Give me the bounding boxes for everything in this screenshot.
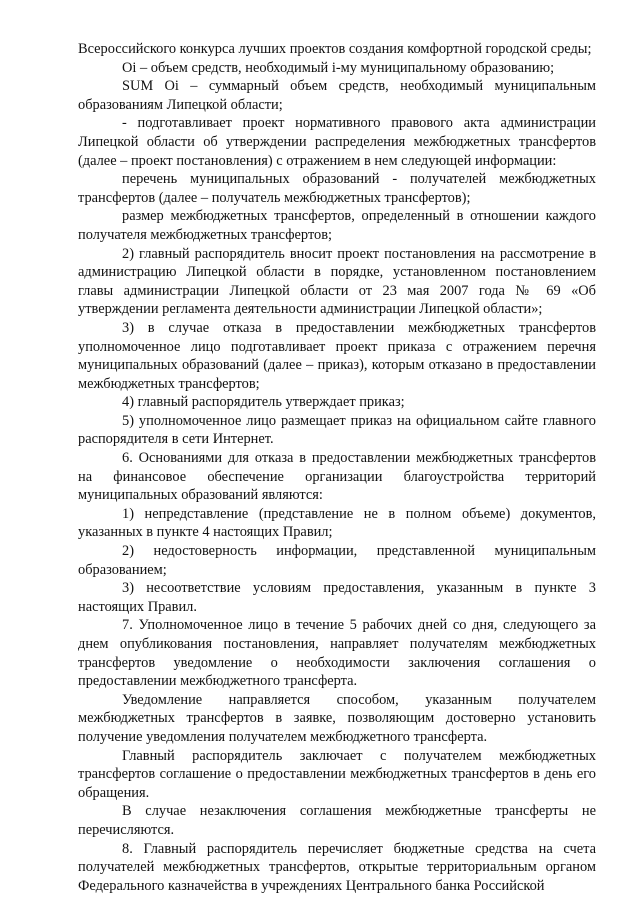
paragraph: Oi – объем средств, необходимый i-му муниципальному образованию; bbox=[122, 59, 555, 76]
paragraph: 2) главный распорядитель вносит проект постановления на рассмотрение в администрацию Липецкой области в порядке, установленном постановлением главы администрации Липецкой области от 23 мая 2007 года № 69 «Об утверждении регламента деятельности администрации Липецкой области»; bbox=[78, 245, 596, 318]
document-body bbox=[78, 40, 596, 895]
paragraph: Уведомление направляется способом, указанным получателем межбюджетных трансфертов в заявке, позволяющим достоверно установить получение уведомления получателем межбюджетного трансферта. bbox=[78, 691, 596, 745]
paragraph: размер межбюджетных трансфертов, определенный в отношении каждого получателя межбюджетных трансфертов; bbox=[78, 208, 596, 243]
paragraph: 3) в случае отказа в предоставлении межбюджетных трансфертов уполномоченное лицо подготавливает проект приказа с отражением перечня муниципальных образований (далее – приказ), которым отказано в предоставлении межбюджетных трансфертов; bbox=[78, 319, 596, 392]
paragraph: 6. Основаниями для отказа в предоставлении межбюджетных трансфертов на финансовое обеспечение организации благоустройства территорий муниципальных образований являются: bbox=[78, 450, 596, 504]
paragraph: 3) несоответствие условиям предоставления, указанным в пункте 3 настоящих Правил. bbox=[78, 580, 596, 615]
paragraph: 8. Главный распорядитель перечисляет бюджетные средства на счета получателей межбюджетных трансфертов, открытые территориальным органом Федерального казначейства в учреждениях Центрального банка Российской bbox=[78, 840, 596, 894]
paragraph: Всероссийского конкурса лучших проектов создания комфортной городской среды; bbox=[78, 41, 592, 57]
paragraph: перечень муниципальных образований - получателей межбюджетных трансфертов (далее – получатель межбюджетных трансфертов); bbox=[78, 171, 596, 206]
paragraph: 1) непредставление (представление не в полном объеме) документов, указанных в пункте 4 настоящих Правил; bbox=[78, 505, 596, 541]
paragraph: Главный распорядитель заключает с получателем межбюджетных трансфертов соглашение о предоставлении межбюджетных трансфертов в день его обращения. bbox=[78, 747, 596, 801]
paragraph: SUM Oi – суммарный объем средств, необходимый муниципальным образованиям Липецкой области; bbox=[78, 78, 596, 113]
paragraph: В случае незаключения соглашения межбюджетные трансферты не перечисляются. bbox=[78, 803, 596, 838]
paragraph: - подготавливает проект нормативного правового акта администрации Липецкой области об утверждении распределения межбюджетных трансфертов (далее – проект постановления) с отражением в нем следующей информации: bbox=[78, 115, 596, 169]
paragraph: 2) недостоверность информации, представленной муниципальным образованием; bbox=[78, 543, 596, 578]
paragraph: 5) уполномоченное лицо размещает приказ на официальном сайте главного распорядителя в сети Интернет. bbox=[78, 412, 596, 448]
paragraph: 7. Уполномоченное лицо в течение 5 рабочих дней со дня, следующего за днем опубликования постановления, направляет получателям межбюджетных трансфертов уведомление о необходимости заключения соглашения о предоставлении межбюджетного трансферта. bbox=[78, 617, 596, 690]
paragraph: 4) главный распорядитель утверждает приказ; bbox=[122, 394, 405, 411]
